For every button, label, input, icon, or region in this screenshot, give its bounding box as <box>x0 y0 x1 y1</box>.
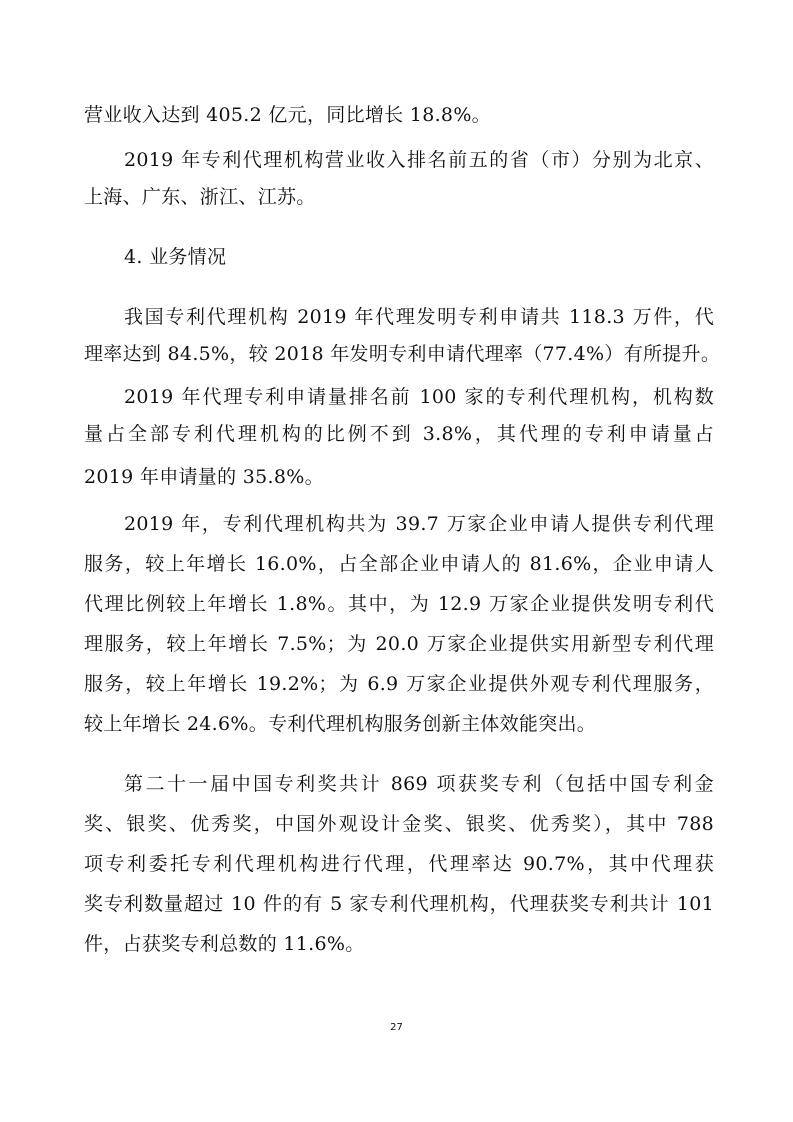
paragraph-line: 奖专利数量超过 10 件的有 5 家专利代理机构，代理获奖专利共计 101 <box>84 893 714 915</box>
paragraph-line: 件，占获奖专利总数的 11.6%。 <box>84 933 365 955</box>
paragraph-line: 2019 年申请量的 35.8%。 <box>84 466 324 488</box>
paragraph-line: 代理比例较上年增长 1.8%。其中，为 12.9 万家企业提供发明专利代 <box>84 593 714 615</box>
paragraph-line: 2019 年专利代理机构营业收入排名前五的省（市）分别为北京、 <box>124 149 714 171</box>
paragraph-line: 服务，较上年增长 16.0%，占全部企业申请人的 81.6%，企业申请人 <box>84 553 714 575</box>
paragraph-line: 我国专利代理机构 2019 年代理发明专利申请共 118.3 万件，代 <box>124 306 714 328</box>
section-heading: 4. 业务情况 <box>124 246 227 268</box>
paragraph-line: 奖、银奖、优秀奖，中国外观设计金奖、银奖、优秀奖），其中 788 <box>84 813 714 835</box>
paragraph-line: 上海、广东、浙江、江苏。 <box>84 186 316 208</box>
paragraph-line: 第二十一届中国专利奖共计 869 项获奖专利（包括中国专利金 <box>124 773 714 795</box>
paragraph-line: 理服务，较上年增长 7.5%；为 20.0 万家企业提供实用新型专利代理 <box>84 633 714 655</box>
paragraph-line: 营业收入达到 405.2 亿元，同比增长 18.8%。 <box>84 104 491 126</box>
paragraph-line: 2019 年，专利代理机构共为 39.7 万家企业申请人提供专利代理 <box>124 513 714 535</box>
paragraph-line: 2019 年代理专利申请量排名前 100 家的专利代理机构，机构数 <box>124 386 714 408</box>
page-number: 27 <box>390 1022 403 1033</box>
paragraph-line: 理率达到 84.5%，较 2018 年发明专利申请代理率（77.4%）有所提升。 <box>84 343 721 365</box>
paragraph-line: 量占全部专利代理机构的比例不到 3.8%，其代理的专利申请量占 <box>84 423 714 445</box>
paragraph-line: 服务，较上年增长 19.2%；为 6.9 万家企业提供外观专利代理服务， <box>84 673 714 695</box>
paragraph-line: 较上年增长 24.6%。专利代理机构服务创新主体效能突出。 <box>84 713 597 735</box>
paragraph-line: 项专利委托专利代理机构进行代理，代理率达 90.7%，其中代理获 <box>84 853 714 875</box>
